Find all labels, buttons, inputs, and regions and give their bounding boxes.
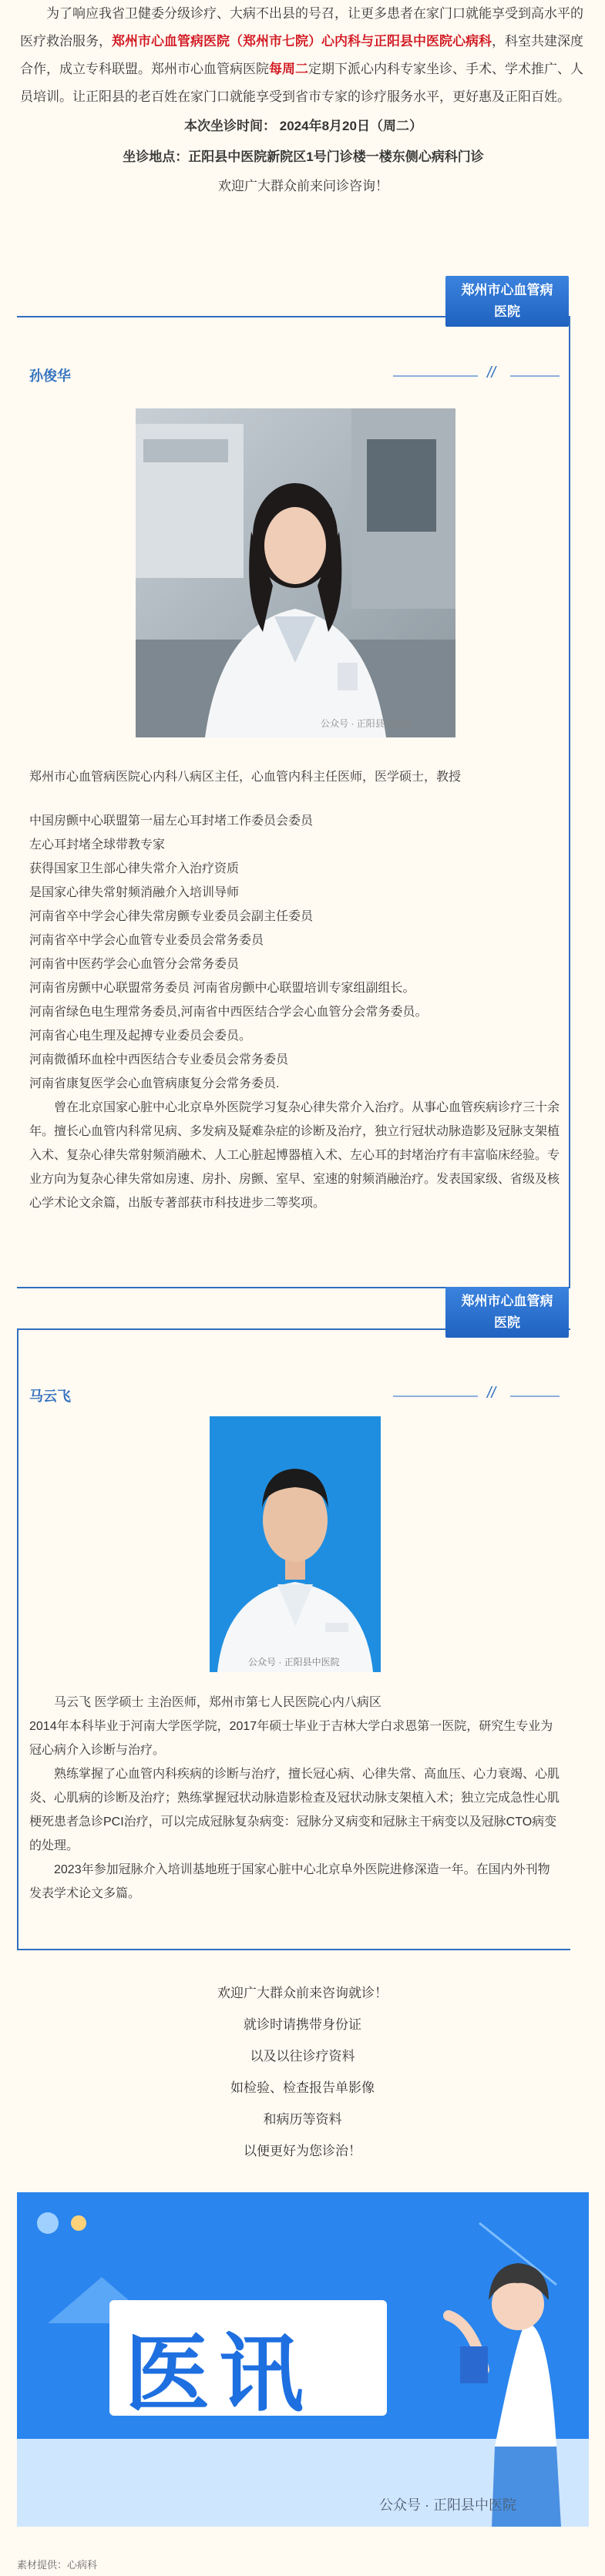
role-item: 是国家心律失常射频消融介入培训导师 xyxy=(29,886,240,899)
photo-watermark: 公众号 · 正阳县中医院 xyxy=(248,1657,340,1668)
closing-line: 欢迎广大群众前来咨询就诊！ xyxy=(217,1986,388,2000)
material-credit: 素材提供：心病科 xyxy=(17,2559,98,2571)
intro-text: 为了响应我省卫健委分级诊疗、大病不出县的号召，让更多患者在家门口就能享受到高水平的医疗救治服务， xyxy=(20,6,583,49)
doctor-name: 孙俊华 xyxy=(29,368,71,384)
card-left-border xyxy=(17,1328,18,1950)
doctor-photo xyxy=(210,1416,381,1672)
role-item: 河南省卒中学会心血管专业委员会常务委员 xyxy=(29,934,264,947)
news-banner xyxy=(17,2192,589,2527)
card-bottom-line xyxy=(17,1949,570,1950)
doctor-photo xyxy=(136,408,455,737)
role-item: 获得国家卫生部心律失常介入治疗资质 xyxy=(29,862,240,875)
closing-line: 和病历等资料 xyxy=(263,2112,342,2127)
clinic-time: 本次坐诊时间： 2024年8月20日（周二） xyxy=(184,119,422,133)
closing-section xyxy=(0,1977,605,2167)
role-item: 河南省康复医学会心血管病康复分会常务委员. xyxy=(29,1077,280,1090)
banner-watermark: 公众号 · 正阳县中医院 xyxy=(379,2497,516,2513)
closing-line: 如检验、检查报告单影像 xyxy=(230,2081,375,2095)
doctor-education: 2014年本科毕业于河南大学医学院，2017年硕士毕业于吉林大学白求恩第一医院，研究生专业为冠心病介入诊断与治疗。 xyxy=(29,1720,553,1757)
doctor-roles xyxy=(29,809,561,1215)
role-item: 左心耳封堵全球带教专家 xyxy=(29,838,166,851)
clinic-place: 坐诊地点：正阳县中医院新院区1号门诊楼一楼东侧心病科门诊 xyxy=(123,149,484,164)
closing-line: 以及以往诊疗资料 xyxy=(250,2049,355,2064)
hospital-tag: 郑州市心血管病医院 xyxy=(445,1287,569,1338)
intro-section xyxy=(20,0,587,200)
role-item: 河南省中医药学会心血管分会常务委员 xyxy=(29,958,240,971)
role-item: 河南省卒中学会心律失常房颤专业委员会副主任委员 xyxy=(29,910,314,923)
intro-paragraph xyxy=(20,0,587,111)
closing-line: 以便更好为您诊治！ xyxy=(244,2144,361,2158)
banner-title: 医讯 xyxy=(125,2325,313,2423)
doctor-training: 2023年参加冠脉介入培训基地班于国家心脏中心北京阜外医院进修深造一年。在国内外刊物发表学术论文多篇。 xyxy=(29,1863,550,1900)
doctor-expertise: 熟练掌握了心血管内科疾病的诊断与治疗，擅长冠心病、心律失常、高血压、心力衰竭、心肌炎、心肌病的诊断及治疗；熟练掌握冠状动脉造影检查及冠状动脉支架植入术；独立完成急性心肌梗死患者急诊PCI治疗，可以完成冠脉复杂病变：冠脉分叉病变和冠脉主干病变以及冠脉CTO病变的处理。 xyxy=(29,1768,560,1852)
intro-highlight: 郑州市心血管病医院（郑州市七院）心内科与正阳县中医院心病科 xyxy=(112,34,492,49)
doctor-name: 马云飞 xyxy=(29,1389,71,1404)
slash-decoration: // xyxy=(487,1385,496,1402)
role-item: 河南省房颤中心联盟常务委员 河南省房颤中心联盟培训专家组副组长。 xyxy=(29,982,415,995)
closing-line: 就诊时请携带身份证 xyxy=(244,2017,361,2032)
role-item: 中国房颤中心联盟第一届左心耳封堵工作委员会委员 xyxy=(29,814,314,828)
doctor-title-line xyxy=(29,765,561,789)
slash-decoration: // xyxy=(487,364,496,381)
divider-line xyxy=(393,375,478,377)
intro-text: ，科室共建深度合作，成立专科联盟。郑州市心血管病医院 xyxy=(20,34,583,76)
divider-line xyxy=(510,1395,560,1397)
role-item: 河南省绿色电生理常务委员,河南省中西医结合学会心血管分会常务委员。 xyxy=(29,1006,428,1019)
intro-text: 定期下派心内科专家坐诊、手术、学术推广、人员培训。让正阳县的老百姓在家门口就能享受到省市专家的诊疗服务水平，更好惠及正阳百姓。 xyxy=(20,62,583,104)
intro-highlight-day: 每周二 xyxy=(269,62,308,76)
doctor-intro: 马云飞 医学硕士 主治医师，郑州市第七人民医院心内八病区 xyxy=(54,1696,381,1709)
divider-line xyxy=(510,375,560,377)
card-right-border xyxy=(569,316,570,1288)
hospital-tag: 郑州市心血管病医院 xyxy=(445,276,569,327)
role-item: 河南省心电生理及起搏专业委员会委员。 xyxy=(29,1029,252,1043)
divider-line xyxy=(393,1395,478,1397)
photo-watermark: 公众号 · 正阳县中医院 xyxy=(321,718,412,729)
role-item: 河南微循环血栓中西医结合专业委员会常务委员 xyxy=(29,1053,289,1066)
doctor2-bio xyxy=(29,1691,561,1906)
doctor-title: 郑州市心血管病医院心内科八病区主任，心血管内科主任医师，医学硕士，教授 xyxy=(29,771,462,784)
intro-welcome: 欢迎广大群众前来问诊咨询！ xyxy=(218,179,388,193)
doctor-bio: 曾在北京国家心脏中心北京阜外医院学习复杂心律失常介入治疗。从事心血管疾病诊疗三十余年。擅长心血管内科常见病、多发病及疑难杂症的诊断及治疗，独立行冠状动脉造影及冠脉支架植入术、复杂心律失常射频消融术、人工心脏起博器植入术、左心耳的封堵治疗有丰富临床经验。专业方向为复杂心律失常如房速、房扑、房颤、室早、室速的射频消融治疗。发表国家级、省级及核心学术论文余篇，出版专著部获市科技进步二等奖项。 xyxy=(29,1101,560,1210)
